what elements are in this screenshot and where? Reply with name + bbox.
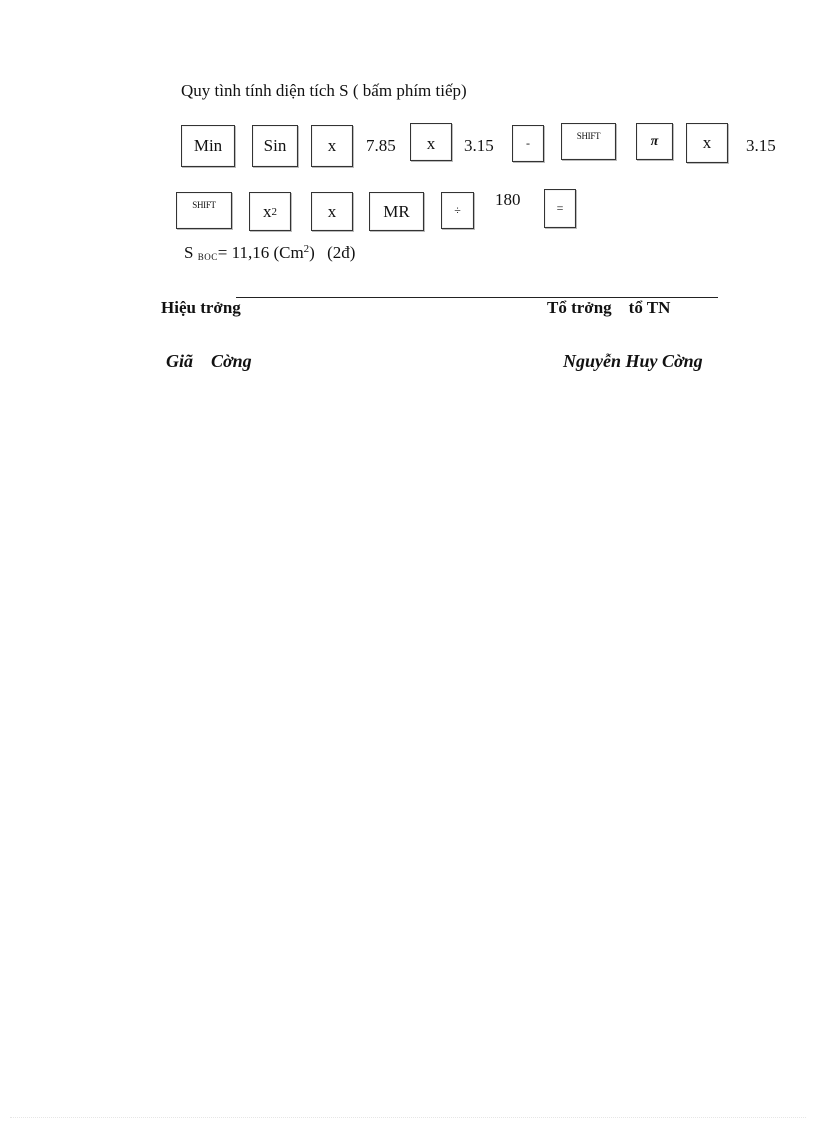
multiply-key: x xyxy=(311,125,353,167)
x-squared-base: x xyxy=(263,201,272,221)
x-squared-key xyxy=(249,192,291,231)
multiply-key: x xyxy=(686,123,728,163)
minus-key: - xyxy=(512,125,544,162)
left-signature-name: Giã Cờng xyxy=(166,351,252,371)
divide-key: ÷ xyxy=(441,192,474,229)
sin-key: Sin xyxy=(252,125,298,167)
page-bottom-border xyxy=(10,1117,806,1118)
result-value: = 11,16 (Cm xyxy=(217,243,304,262)
left-signature-title: Hiệu trởng xyxy=(161,298,241,317)
result-prefix: S xyxy=(184,243,194,262)
shift-key: SHIFT xyxy=(176,192,232,229)
shift-key: SHIFT xyxy=(561,123,616,160)
x-squared-exponent: 2 xyxy=(271,205,277,218)
right-signature-name: Nguyễn Huy Cờng xyxy=(563,351,703,371)
result-line xyxy=(184,244,355,262)
min-key: Min xyxy=(181,125,235,167)
value-3-15: 3.15 xyxy=(746,136,776,155)
equals-key: = xyxy=(544,189,576,228)
pi-key: π xyxy=(636,123,673,160)
mr-key: MR xyxy=(369,192,424,231)
result-exponent: 2 xyxy=(303,243,310,255)
right-signature-title: Tổ trởng tổ TN xyxy=(547,298,671,317)
result-subscript: BOC xyxy=(197,252,218,262)
multiply-key: x xyxy=(311,192,353,231)
calculation-heading: Quy tình tính diện tích S ( bấm phím tiếp) xyxy=(181,81,467,100)
value-180: 180 xyxy=(495,190,521,209)
result-points: (2đ) xyxy=(327,243,356,262)
value-3-15: 3.15 xyxy=(464,136,494,155)
multiply-key: x xyxy=(410,123,452,161)
value-7-85: 7.85 xyxy=(366,136,396,155)
result-suffix: ) xyxy=(309,243,315,262)
